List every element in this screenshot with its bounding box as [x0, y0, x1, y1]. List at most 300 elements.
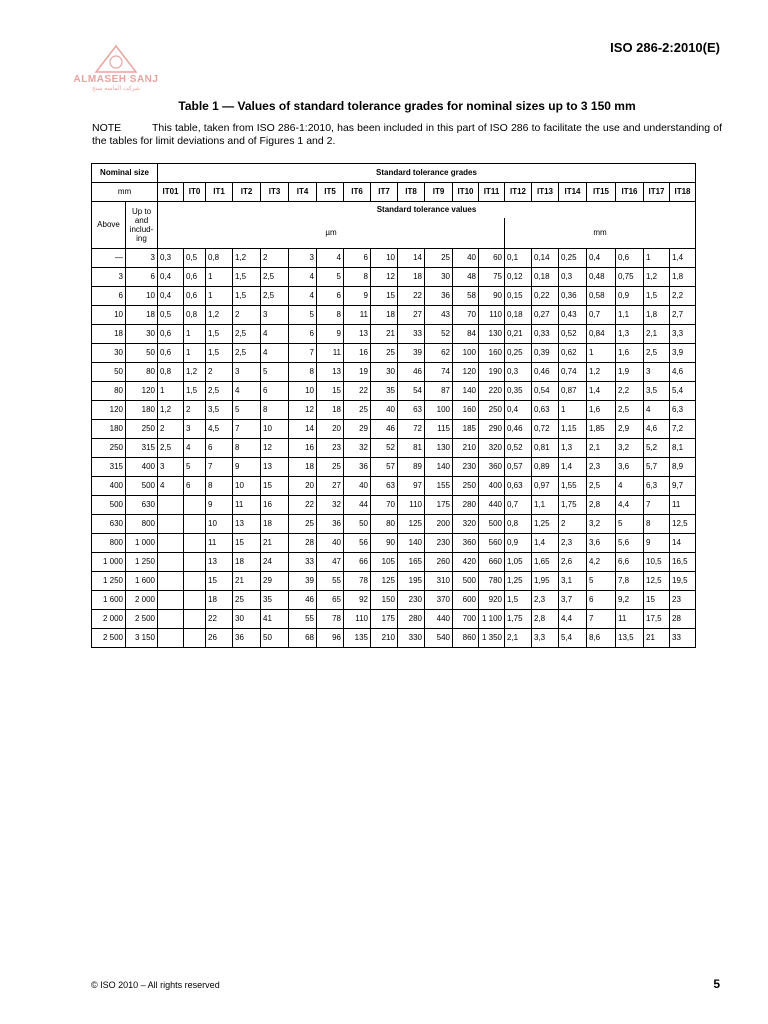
tolerance-value-cell: 5,4 [670, 382, 696, 401]
tolerance-value-cell: 140 [425, 458, 453, 477]
tolerance-value-cell: 4 [616, 477, 644, 496]
tolerance-value-cell: 1,95 [532, 572, 559, 591]
size-above-cell: 315 [92, 458, 126, 477]
tolerance-value-cell: 310 [425, 572, 453, 591]
tolerance-value-cell: 32 [344, 439, 371, 458]
tolerance-value-cell: 2,7 [670, 306, 696, 325]
tolerance-value-cell: 0,9 [505, 534, 532, 553]
tolerance-value-cell: 5,6 [616, 534, 644, 553]
grade-header: IT18 [670, 183, 696, 202]
tolerance-value-cell: 0,12 [505, 268, 532, 287]
upto-header: Up to and includ- ing [126, 202, 158, 249]
tolerance-value-cell: 21 [261, 534, 289, 553]
tolerance-value-cell: 1,1 [616, 306, 644, 325]
size-upto-cell: 180 [126, 401, 158, 420]
tolerance-value-cell: 58 [453, 287, 479, 306]
tolerance-value-cell: 11 [616, 610, 644, 629]
tolerance-value-cell: 13 [206, 553, 233, 572]
grade-header: IT4 [289, 183, 317, 202]
tolerance-value-cell: 1,6 [587, 401, 616, 420]
tolerance-value-cell: 74 [425, 363, 453, 382]
note-label: NOTE [92, 122, 122, 134]
tolerance-value-cell: 14 [670, 534, 696, 553]
tolerance-value-cell: 360 [453, 534, 479, 553]
tolerance-value-cell: 84 [453, 325, 479, 344]
document-id: ISO 286-2:2010(E) [610, 40, 720, 55]
tolerance-value-cell: 55 [317, 572, 344, 591]
grades-group-header: Standard tolerance grades [158, 164, 696, 183]
tolerance-value-cell: 1,15 [559, 420, 587, 439]
size-upto-cell: 120 [126, 382, 158, 401]
table-row [92, 382, 696, 401]
tolerance-value-cell: 3 [261, 306, 289, 325]
tolerance-value-cell: 35 [371, 382, 398, 401]
table-row [92, 610, 696, 629]
tolerance-value-cell: 8 [233, 439, 261, 458]
tolerance-value-cell: 15 [261, 477, 289, 496]
tolerance-value-cell: 0,87 [559, 382, 587, 401]
tolerance-value-cell: 5 [289, 306, 317, 325]
tolerance-value-cell: 560 [479, 534, 505, 553]
tolerance-value-cell: 0,3 [158, 249, 184, 268]
note-text: This table, taken from ISO 286-1:2010, has been included in this part of ISO 286 to facilitate the use and understanding of the tables for limit deviations and of Figures 1 and 2. [92, 122, 722, 147]
tolerance-value-cell: 110 [479, 306, 505, 325]
watermark-subtext: شركت الماسه سنج [91, 86, 141, 92]
tolerance-value-cell: 0,8 [206, 249, 233, 268]
tolerance-value-cell: 3 [158, 458, 184, 477]
tolerance-value-cell: 8,1 [670, 439, 696, 458]
tolerance-value-cell: 6,6 [616, 553, 644, 572]
tolerance-value-cell: 2 [233, 306, 261, 325]
header-row-units [92, 218, 696, 249]
tolerance-value-cell: 9 [317, 325, 344, 344]
tolerance-value-cell: 29 [261, 572, 289, 591]
tolerance-value-cell [184, 496, 206, 515]
tolerance-value-cell: 175 [371, 610, 398, 629]
size-above-cell: 500 [92, 496, 126, 515]
tolerance-value-cell: 2,5 [206, 382, 233, 401]
tolerance-value-cell: 6,3 [644, 477, 670, 496]
tolerance-value-cell: 1,75 [559, 496, 587, 515]
size-above-cell: 18 [92, 325, 126, 344]
tolerance-value-cell: 0,25 [559, 249, 587, 268]
tolerance-value-cell: 500 [479, 515, 505, 534]
tolerance-value-cell: 125 [398, 515, 425, 534]
tolerance-value-cell: 1 [184, 325, 206, 344]
tolerance-value-cell: 1,4 [532, 534, 559, 553]
tolerance-value-cell: 2 [184, 401, 206, 420]
tolerance-value-cell: 10 [233, 477, 261, 496]
tolerance-value-cell: 96 [317, 629, 344, 648]
tolerance-value-cell: 115 [425, 420, 453, 439]
values-group-header: Standard tolerance values [158, 202, 696, 219]
tolerance-value-cell: 2,5 [616, 401, 644, 420]
tolerance-value-cell: 1,25 [532, 515, 559, 534]
tolerance-value-cell [158, 496, 184, 515]
tolerance-value-cell: 1,8 [670, 268, 696, 287]
tolerance-value-cell: 130 [479, 325, 505, 344]
grade-header: IT16 [616, 183, 644, 202]
tolerance-value-cell: 3 [644, 363, 670, 382]
page-number: 5 [713, 977, 720, 991]
tolerance-value-cell [184, 515, 206, 534]
tolerance-value-cell: 130 [425, 439, 453, 458]
tolerance-value-cell: 18 [317, 401, 344, 420]
tolerance-value-cell: 0,52 [559, 325, 587, 344]
tolerance-value-cell: 0,3 [559, 268, 587, 287]
size-above-cell: 30 [92, 344, 126, 363]
tolerance-value-cell: 97 [398, 477, 425, 496]
tolerance-value-cell: 0,14 [532, 249, 559, 268]
unit-um-header: µm [158, 218, 505, 249]
tolerance-value-cell: 0,48 [587, 268, 616, 287]
size-upto-cell: 18 [126, 306, 158, 325]
tolerance-value-cell: 22 [206, 610, 233, 629]
tolerance-value-cell: 185 [453, 420, 479, 439]
tolerance-value-cell: 1,25 [505, 572, 532, 591]
tolerance-value-cell: 25 [233, 591, 261, 610]
tolerance-value-cell: 0,63 [505, 477, 532, 496]
tolerance-value-cell: 2,1 [644, 325, 670, 344]
tolerance-value-cell: 24 [261, 553, 289, 572]
tolerance-value-cell: 8,9 [670, 458, 696, 477]
size-above-cell: 800 [92, 534, 126, 553]
size-above-cell: 180 [92, 420, 126, 439]
tolerance-value-cell: 4,6 [644, 420, 670, 439]
tolerance-value-cell: 0,3 [505, 363, 532, 382]
tolerance-value-cell: 0,58 [587, 287, 616, 306]
size-above-cell: 120 [92, 401, 126, 420]
tolerance-value-cell: 1,2 [184, 363, 206, 382]
tolerance-value-cell: 8 [261, 401, 289, 420]
tolerance-value-cell: 0,63 [532, 401, 559, 420]
tolerance-value-cell: 57 [371, 458, 398, 477]
tolerance-value-cell: 0,15 [505, 287, 532, 306]
tolerance-value-cell: 1,2 [587, 363, 616, 382]
tolerance-value-cell: 0,6 [616, 249, 644, 268]
tolerance-value-cell: 2,1 [587, 439, 616, 458]
tolerance-value-cell: 33 [398, 325, 425, 344]
tolerance-value-cell: 36 [233, 629, 261, 648]
tolerance-value-cell: 25 [289, 515, 317, 534]
tolerance-value-cell: 0,27 [532, 306, 559, 325]
tolerance-value-cell: 2,3 [587, 458, 616, 477]
tolerance-value-cell: 1 [184, 344, 206, 363]
tolerance-value-cell: 16 [261, 496, 289, 515]
tolerance-value-cell [184, 572, 206, 591]
tolerance-value-cell: 0,35 [505, 382, 532, 401]
tolerance-value-cell: 0,89 [532, 458, 559, 477]
size-upto-cell: 1 000 [126, 534, 158, 553]
watermark-logo-icon [92, 44, 140, 74]
grade-header: IT5 [317, 183, 344, 202]
tolerance-value-cell: 39 [289, 572, 317, 591]
tolerance-value-cell: 47 [317, 553, 344, 572]
tolerance-value-cell: 25 [344, 401, 371, 420]
tolerance-value-cell: 9 [644, 534, 670, 553]
tolerance-value-cell: 92 [344, 591, 371, 610]
tolerance-value-cell: 8 [206, 477, 233, 496]
tolerance-value-cell: 0,33 [532, 325, 559, 344]
tolerance-value-cell: 1,4 [559, 458, 587, 477]
tolerance-value-cell: 2,5 [233, 344, 261, 363]
tolerance-value-cell: 25 [317, 458, 344, 477]
tolerance-value-cell: 4,5 [206, 420, 233, 439]
tolerance-value-cell: 4 [289, 287, 317, 306]
tolerance-value-cell: 0,84 [587, 325, 616, 344]
tolerance-value-cell: 72 [398, 420, 425, 439]
tolerance-value-cell: 9 [206, 496, 233, 515]
tolerance-value-cell: 0,21 [505, 325, 532, 344]
tolerance-value-cell: 0,62 [559, 344, 587, 363]
tolerance-value-cell: 46 [289, 591, 317, 610]
tolerance-value-cell: 8,6 [587, 629, 616, 648]
table-row [92, 477, 696, 496]
tolerance-value-cell: 1,4 [670, 249, 696, 268]
tolerance-value-cell: 280 [398, 610, 425, 629]
tolerance-value-cell: 1,2 [233, 249, 261, 268]
tolerance-value-cell: 8 [644, 515, 670, 534]
tolerance-value-cell: 25 [425, 249, 453, 268]
tolerance-value-cell [158, 591, 184, 610]
tolerance-value-cell: 55 [289, 610, 317, 629]
tolerance-value-cell: 30 [371, 363, 398, 382]
tolerance-value-cell: 5 [261, 363, 289, 382]
tolerance-table-container [91, 163, 696, 648]
tolerance-value-cell [158, 553, 184, 572]
tolerance-value-cell: 65 [317, 591, 344, 610]
tolerance-value-cell [184, 629, 206, 648]
tolerance-value-cell: 1,05 [505, 553, 532, 572]
tolerance-value-cell: 25 [371, 344, 398, 363]
tolerance-value-cell: 62 [425, 344, 453, 363]
tolerance-value-cell: 26 [206, 629, 233, 648]
tolerance-value-cell: 0,25 [505, 344, 532, 363]
grade-header: IT7 [371, 183, 398, 202]
size-upto-cell: 315 [126, 439, 158, 458]
tolerance-value-cell: 1,1 [532, 496, 559, 515]
tolerance-value-cell: 23 [317, 439, 344, 458]
tolerance-value-cell: 10 [206, 515, 233, 534]
tolerance-value-cell: 1,5 [184, 382, 206, 401]
tolerance-value-cell: 290 [479, 420, 505, 439]
above-header: Above [92, 202, 126, 249]
grade-header: IT9 [425, 183, 453, 202]
tolerance-value-cell: 0,43 [559, 306, 587, 325]
tolerance-value-cell: 3 [233, 363, 261, 382]
size-upto-cell: 400 [126, 458, 158, 477]
header-row-grades [92, 183, 696, 202]
tolerance-value-cell: 0,4 [158, 268, 184, 287]
tolerance-value-cell: 110 [398, 496, 425, 515]
grade-header: IT6 [344, 183, 371, 202]
tolerance-value-cell: 32 [317, 496, 344, 515]
tolerance-value-cell: 5,2 [644, 439, 670, 458]
tolerance-value-cell: 10,5 [644, 553, 670, 572]
tolerance-value-cell: 150 [371, 591, 398, 610]
tolerance-value-cell: 500 [453, 572, 479, 591]
tolerance-value-cell: 230 [453, 458, 479, 477]
tolerance-value-cell: 160 [479, 344, 505, 363]
tolerance-value-cell: 0,46 [532, 363, 559, 382]
tolerance-value-cell: 21 [233, 572, 261, 591]
tolerance-value-cell: 0,4 [505, 401, 532, 420]
tolerance-value-cell: 5 [587, 572, 616, 591]
tolerance-value-cell: 5,7 [644, 458, 670, 477]
tolerance-value-cell: 15 [317, 382, 344, 401]
table-row [92, 344, 696, 363]
tolerance-value-cell: 14 [289, 420, 317, 439]
tolerance-value-cell: 11 [344, 306, 371, 325]
tolerance-value-cell: 100 [453, 344, 479, 363]
tolerance-value-cell: 260 [425, 553, 453, 572]
tolerance-value-cell: 18 [371, 306, 398, 325]
tolerance-value-cell: 200 [425, 515, 453, 534]
tolerance-value-cell: 2 [206, 363, 233, 382]
tolerance-value-cell: 1,6 [616, 344, 644, 363]
tolerance-value-cell: 2 [559, 515, 587, 534]
tolerance-value-cell: 105 [371, 553, 398, 572]
size-upto-cell: 80 [126, 363, 158, 382]
watermark [58, 44, 174, 93]
tolerance-value-cell: 41 [261, 610, 289, 629]
tolerance-value-cell: 12 [289, 401, 317, 420]
size-above-cell: 1 000 [92, 553, 126, 572]
tolerance-value-cell: 15 [233, 534, 261, 553]
tolerance-value-cell: 110 [344, 610, 371, 629]
tolerance-value-cell: 21 [644, 629, 670, 648]
tolerance-value-cell: 920 [479, 591, 505, 610]
tolerance-value-cell: 3 [289, 249, 317, 268]
tolerance-value-cell: 250 [453, 477, 479, 496]
grade-header: IT1 [206, 183, 233, 202]
tolerance-value-cell: 44 [344, 496, 371, 515]
tolerance-value-cell: 0,36 [559, 287, 587, 306]
tolerance-value-cell: 0,8 [158, 363, 184, 382]
tolerance-value-cell: 0,75 [616, 268, 644, 287]
table-row [92, 249, 696, 268]
copyright-notice: © ISO 2010 – All rights reserved [91, 980, 220, 990]
tolerance-value-cell: 1 100 [479, 610, 505, 629]
tolerance-value-cell: 1,5 [233, 268, 261, 287]
tolerance-value-cell: 78 [344, 572, 371, 591]
tolerance-value-cell: 0,97 [532, 477, 559, 496]
tolerance-value-cell: 12,5 [644, 572, 670, 591]
tolerance-value-cell: 4 [317, 249, 344, 268]
tolerance-value-cell: 155 [425, 477, 453, 496]
tolerance-value-cell: 43 [425, 306, 453, 325]
tolerance-value-cell: 50 [344, 515, 371, 534]
grade-header: IT15 [587, 183, 616, 202]
tolerance-value-cell: 63 [398, 401, 425, 420]
tolerance-value-cell: 11 [317, 344, 344, 363]
header-row-values [92, 202, 696, 219]
tolerance-value-cell: 75 [479, 268, 505, 287]
tolerance-value-cell: 21 [371, 325, 398, 344]
tolerance-value-cell: 23 [670, 591, 696, 610]
tolerance-value-cell: 1 [587, 344, 616, 363]
tolerance-value-cell: 0,39 [532, 344, 559, 363]
tolerance-value-cell: 50 [261, 629, 289, 648]
table-row [92, 401, 696, 420]
tolerance-value-cell: 30 [425, 268, 453, 287]
tolerance-value-cell [158, 610, 184, 629]
tolerance-value-cell: 700 [453, 610, 479, 629]
tolerance-value-cell: 4 [261, 344, 289, 363]
tolerance-value-cell: 68 [289, 629, 317, 648]
tolerance-value-cell: 0,5 [158, 306, 184, 325]
tolerance-value-cell: 0,6 [184, 268, 206, 287]
tolerance-value-cell: 7 [233, 420, 261, 439]
tolerance-value-cell: 2,2 [616, 382, 644, 401]
tolerance-value-cell: 0,57 [505, 458, 532, 477]
size-above-cell: — [92, 249, 126, 268]
tolerance-value-cell: 2,5 [587, 477, 616, 496]
tolerance-value-cell: 320 [479, 439, 505, 458]
tolerance-value-cell: 1,5 [206, 325, 233, 344]
tolerance-value-cell: 7 [206, 458, 233, 477]
tolerance-value-cell: 2,3 [559, 534, 587, 553]
tolerance-value-cell: 1,2 [158, 401, 184, 420]
tolerance-value-cell: 135 [344, 629, 371, 648]
tolerance-value-cell: 11 [670, 496, 696, 515]
tolerance-value-cell: 0,54 [532, 382, 559, 401]
tolerance-value-cell: 7 [289, 344, 317, 363]
tolerance-value-cell: 27 [317, 477, 344, 496]
tolerance-value-cell: 1,8 [644, 306, 670, 325]
tolerance-value-cell: 600 [453, 591, 479, 610]
tolerance-value-cell: 78 [317, 610, 344, 629]
grade-header: IT8 [398, 183, 425, 202]
tolerance-value-cell: 12,5 [670, 515, 696, 534]
tolerance-value-cell: 35 [261, 591, 289, 610]
tolerance-value-cell: 36 [425, 287, 453, 306]
tolerance-value-cell: 4,6 [670, 363, 696, 382]
tolerance-value-cell: 1,3 [616, 325, 644, 344]
tolerance-value-cell: 7 [587, 610, 616, 629]
tolerance-value-cell: 230 [425, 534, 453, 553]
tolerance-value-cell: 8 [289, 363, 317, 382]
tolerance-value-cell: 4 [644, 401, 670, 420]
tolerance-value-cell: 3,9 [670, 344, 696, 363]
size-above-cell: 2 500 [92, 629, 126, 648]
tolerance-value-cell: 10 [289, 382, 317, 401]
tolerance-value-cell: 2,5 [644, 344, 670, 363]
tolerance-value-cell: 2,9 [616, 420, 644, 439]
tolerance-value-cell: 22 [398, 287, 425, 306]
table-head [92, 164, 696, 249]
tolerance-value-cell: 0,18 [532, 268, 559, 287]
tolerance-value-cell: 16,5 [670, 553, 696, 572]
tolerance-value-cell: 2,5 [233, 325, 261, 344]
size-above-cell: 80 [92, 382, 126, 401]
tolerance-value-cell: 2,1 [505, 629, 532, 648]
tolerance-value-cell: 3,5 [206, 401, 233, 420]
table-row [92, 629, 696, 648]
size-upto-cell: 3 [126, 249, 158, 268]
tolerance-value-cell: 0,72 [532, 420, 559, 439]
tolerance-value-cell: 100 [425, 401, 453, 420]
tolerance-value-cell: 3,1 [559, 572, 587, 591]
tolerance-value-cell: 15 [644, 591, 670, 610]
tolerance-value-cell: 175 [425, 496, 453, 515]
tolerance-value-cell [184, 534, 206, 553]
tolerance-value-cell: 1 [206, 287, 233, 306]
tolerance-value-cell: 2 [158, 420, 184, 439]
tolerance-value-cell: 13 [317, 363, 344, 382]
grade-header: IT13 [532, 183, 559, 202]
tolerance-value-cell: 1,85 [587, 420, 616, 439]
